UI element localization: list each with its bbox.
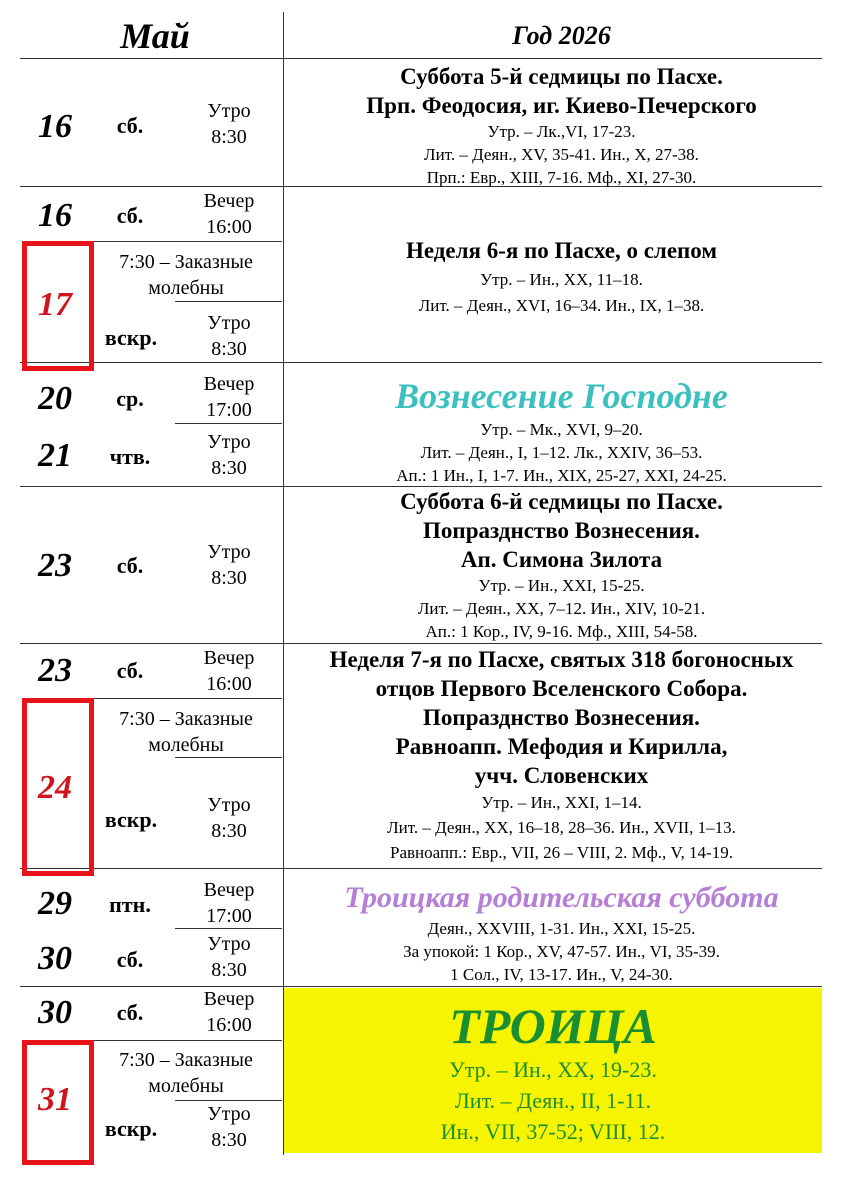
service-time: Утро 8:30 xyxy=(207,794,251,842)
day-number: 30 xyxy=(38,994,72,1031)
row-divider xyxy=(175,301,282,302)
service-time: Утро 8:30 xyxy=(207,100,251,148)
day-number: 29 xyxy=(38,885,72,922)
reading: За упокой: 1 Кор., XV, 47-57. Ин., VI, 35-39. xyxy=(403,942,720,961)
weekday: сб. xyxy=(116,658,144,683)
reading: Равноапп.: Евр., VII, 26 – VIII, 2. Мф., V, 14-19. xyxy=(390,843,733,862)
feast-title: учч. Словенских xyxy=(474,763,649,788)
day-description xyxy=(284,998,822,1147)
reading: Утр. – Ин., XX, 19-23. xyxy=(449,1057,657,1082)
reading: 1 Сол., IV, 13-17. Ин., V, 24-30. xyxy=(450,965,673,984)
weekday: вскр. xyxy=(104,807,158,832)
weekday: вскр. xyxy=(104,325,158,350)
row-divider xyxy=(92,1040,282,1041)
feast-title: Неделя 6-я по Пасхе, о слепом xyxy=(405,238,718,263)
day-description xyxy=(284,236,839,319)
row-divider xyxy=(20,643,822,644)
reading: Ин., VII, 37-52; VIII, 12. xyxy=(440,1119,666,1144)
reading: Ап.: 1 Ин., I, 1-7. Ин., XIX, 25-27, XXI, 24-25. xyxy=(396,466,727,485)
day-number: 30 xyxy=(38,940,72,977)
weekday: сб. xyxy=(116,553,144,578)
weekday: чтв. xyxy=(109,444,151,469)
feast-title: Прп. Феодосия, иг. Киево-Печерского xyxy=(366,93,757,118)
day-number: 24 xyxy=(38,769,72,806)
day-number: 20 xyxy=(38,380,72,417)
reading: Лит. – Деян., XV, 35-41. Ин., X, 27-38. xyxy=(424,145,699,164)
weekday: птн. xyxy=(109,892,151,917)
weekday: сб. xyxy=(116,203,144,228)
feast-title: Попразднство Вознесения. xyxy=(423,518,700,543)
reading: Лит. – Деян., II, 1-11. xyxy=(454,1088,652,1113)
molebny-note: 7:30 – Заказные молебны xyxy=(119,1049,253,1097)
reading: Деян., XXVIII, 1-31. Ин., XXI, 15-25. xyxy=(427,919,696,938)
reading: Утр. – Ин., XX, 11–18. xyxy=(480,270,643,289)
feast-title: Вознесение Господне xyxy=(395,376,728,416)
day-number: 17 xyxy=(38,286,72,323)
day-number: 31 xyxy=(38,1081,72,1118)
row-divider xyxy=(20,868,822,869)
reading: Утр. – Лк.,VI, 17-23. xyxy=(487,122,636,141)
feast-title: Равноапп. Мефодия и Кирилла, xyxy=(395,734,728,759)
feast-title: Троицкая родительская суббота xyxy=(344,881,779,914)
row-divider xyxy=(20,986,822,987)
weekday: сб. xyxy=(116,947,144,972)
feast-title: Неделя 7-я по Пасхе, святых 318 богоносных xyxy=(329,647,794,672)
reading: Прп.: Евр., XIII, 7-16. Мф., XI, 27-30. xyxy=(426,168,697,187)
feast-title: ТРОИЦА xyxy=(449,998,657,1054)
day-description xyxy=(284,645,839,865)
reading: Лит. – Деян., XX, 7–12. Ин., XIV, 10-21. xyxy=(417,599,706,618)
day-number: 23 xyxy=(38,547,72,584)
reading: Утр. – Ин., XXI, 15-25. xyxy=(478,576,645,595)
row-divider xyxy=(20,58,822,59)
feast-title: Суббота 6-й седмицы по Пасхе. xyxy=(400,489,723,514)
reading: Ап.: 1 Кор., IV, 9-16. Мф., XIII, 54-58. xyxy=(425,622,698,641)
reading: Лит. – Деян., XVI, 16–34. Ин., IX, 1–38. xyxy=(418,296,705,315)
service-time: Утро 8:30 xyxy=(207,541,251,589)
service-time: Вечер 16:00 xyxy=(203,647,255,695)
row-divider xyxy=(175,423,282,424)
feast-title: отцов Первого Вселенского Собора. xyxy=(375,676,748,701)
service-time: Вечер 17:00 xyxy=(203,373,255,421)
service-time: Вечер 17:00 xyxy=(203,879,255,927)
service-time: Утро 8:30 xyxy=(207,431,251,479)
service-time: Утро 8:30 xyxy=(207,312,251,360)
reading: Утр. – Мк., XVI, 9–20. xyxy=(480,420,643,439)
feast-title: Ап. Симона Зилота xyxy=(460,547,663,572)
day-description xyxy=(284,374,839,487)
feast-title: Попразднство Вознесения. xyxy=(423,705,700,730)
service-time: Вечер 16:00 xyxy=(203,988,255,1036)
day-description xyxy=(284,879,839,986)
molebny-note: 7:30 – Заказные молебны xyxy=(119,708,253,756)
molebny-note: 7:30 – Заказные молебны xyxy=(119,251,253,299)
day-description xyxy=(284,62,839,189)
month-title: Май xyxy=(120,16,190,56)
day-number: 16 xyxy=(38,108,72,145)
feast-title: Суббота 5-й седмицы по Пасхе. xyxy=(400,64,723,89)
reading: Лит. – Деян., I, 1–12. Лк., XXIV, 36–53. xyxy=(420,443,703,462)
day-description xyxy=(284,487,839,643)
row-divider xyxy=(92,241,282,242)
day-number: 23 xyxy=(38,652,72,689)
row-divider xyxy=(92,698,282,699)
reading: Лит. – Деян., XX, 16–18, 28–36. Ин., XVII, 1–13. xyxy=(387,818,736,837)
day-number: 21 xyxy=(38,437,72,474)
weekday: вскр. xyxy=(104,1116,158,1141)
service-time: Вечер 16:00 xyxy=(203,190,255,238)
reading: Утр. – Ин., XXI, 1–14. xyxy=(481,793,642,812)
weekday: сб. xyxy=(116,113,144,138)
weekday: сб. xyxy=(116,1000,144,1025)
day-number: 16 xyxy=(38,197,72,234)
weekday: ср. xyxy=(116,386,144,411)
year-title: Год 2026 xyxy=(512,21,611,50)
service-time: Утро 8:30 xyxy=(207,933,251,981)
row-divider xyxy=(20,362,822,363)
service-time: Утро 8:30 xyxy=(207,1103,251,1151)
